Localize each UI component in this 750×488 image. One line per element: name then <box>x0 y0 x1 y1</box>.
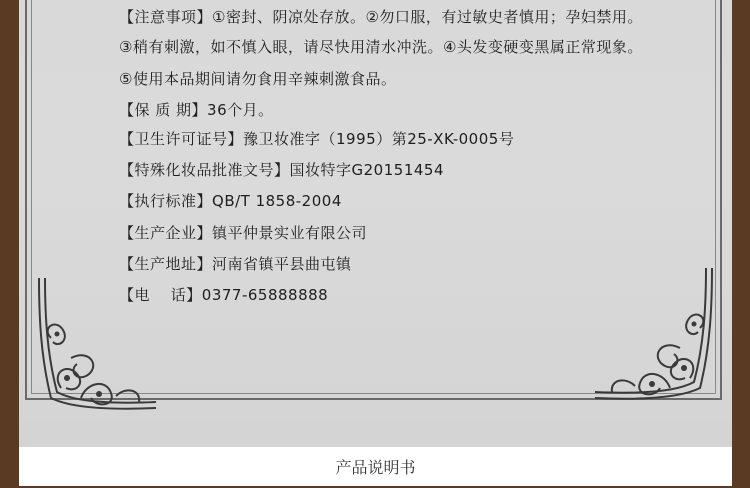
manufacturer-value: 镇平仲景实业有限公司 <box>212 224 368 242</box>
precautions-text: ①密封、阴凉处存放。②勿口服，有过敏史者慎用；孕妇禁用。 <box>212 8 643 26</box>
shelf-life-label: 【保 质 期】 <box>119 101 208 119</box>
precautions-label: 【注意事项】 <box>119 8 213 26</box>
manufacturer-label: 【生产企业】 <box>119 224 213 242</box>
standard-label: 【执行标准】 <box>119 192 213 210</box>
precautions-text-3: ⑤使用本品期间请勿食用辛辣刺激食品。 <box>119 70 397 88</box>
phone-label: 【电 话】 <box>119 286 202 304</box>
standard-value: QB/T 1858-2004 <box>212 192 342 210</box>
address-value: 河南省镇平县曲屯镇 <box>212 255 352 273</box>
shelf-life-value: 36个月。 <box>207 101 274 119</box>
phone-value: 0377-65888888 <box>201 286 329 304</box>
image-caption: 产品说明书 <box>19 447 732 486</box>
approval-value: 国妆特字G20151454 <box>289 161 444 179</box>
license-value: 豫卫妆准字（1995）第25-XK-0005号 <box>243 130 515 148</box>
approval-label: 【特殊化妆品批准文号】 <box>119 161 290 179</box>
license-label: 【卫生许可证号】 <box>119 130 244 148</box>
address-label: 【生产地址】 <box>119 255 213 273</box>
precautions-text-2: ③稍有刺激，如不慎入眼，请尽快用清水冲洗。④头发变硬变黑属正常现象。 <box>119 38 643 56</box>
